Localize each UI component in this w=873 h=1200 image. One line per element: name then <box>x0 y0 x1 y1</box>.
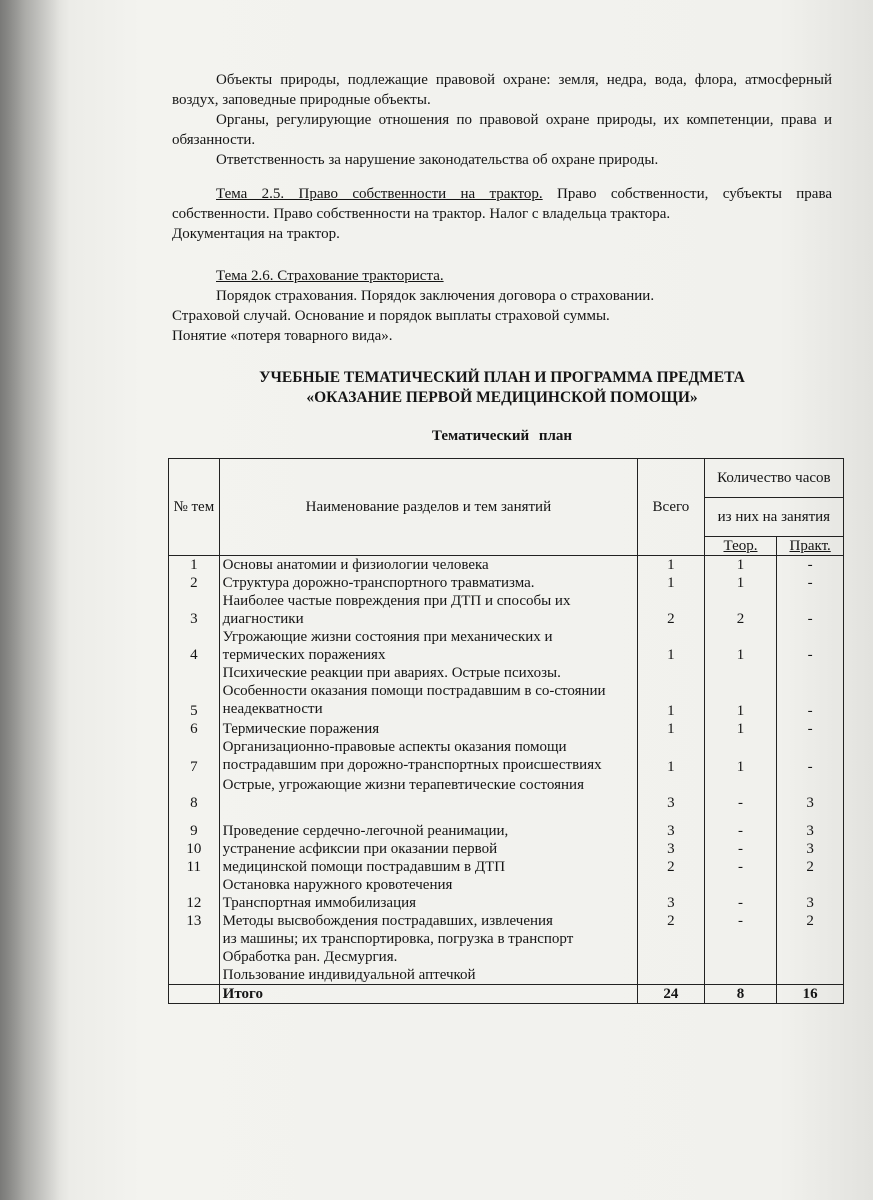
row-name: Организационно-правовые аспекты оказания помощи пострадавшим при дорожно-транспортных происшествиях <box>219 738 637 776</box>
row-theory: 1 <box>704 574 777 592</box>
table-row <box>169 738 844 776</box>
row-name: Методы высвобождения пострадавших, извлечения <box>219 912 637 930</box>
row-num <box>169 876 220 894</box>
row-practice: - <box>777 738 844 776</box>
row-num: 8 <box>169 776 220 812</box>
row-total <box>638 948 705 966</box>
header-practice: Практ. <box>777 537 844 556</box>
row-practice: 3 <box>777 776 844 812</box>
total-all: 24 <box>638 985 705 1004</box>
row-name: Транспортная иммобилизация <box>219 894 637 912</box>
total-label: Итого <box>219 985 637 1004</box>
row-name: Психические реакции при авариях. Острые психозы. Особенности оказания помощи пострадавшим в со-стоянии неадекватности <box>219 664 637 720</box>
row-name: Угрожающие жизни состояния при механических и термических поражениях <box>219 628 637 664</box>
row-num <box>169 948 220 966</box>
row-num: 9 <box>169 812 220 840</box>
table-row <box>169 930 844 948</box>
row-practice: 3 <box>777 894 844 912</box>
row-num: 4 <box>169 628 220 664</box>
row-theory: - <box>704 776 777 812</box>
row-name: Наиболее частые повреждения при ДТП и способы их диагностики <box>219 592 637 628</box>
row-num: 13 <box>169 912 220 930</box>
row-theory <box>704 966 777 985</box>
row-total: 1 <box>638 628 705 664</box>
row-practice <box>777 930 844 948</box>
row-theory <box>704 930 777 948</box>
total-practice: 16 <box>777 985 844 1004</box>
header-of-them: из них на занятия <box>704 498 843 537</box>
row-total: 3 <box>638 776 705 812</box>
row-name: Термические поражения <box>219 720 637 738</box>
table-row <box>169 556 844 575</box>
row-name: Структура дорожно-транспортного травматизма. <box>219 574 637 592</box>
row-theory: - <box>704 812 777 840</box>
row-name: Обработка ран. Десмургия. <box>219 948 637 966</box>
row-num <box>169 966 220 985</box>
row-name: Острые, угрожающие жизни терапевтические состояния <box>219 776 637 812</box>
row-name: из машины; их транспортировка, погрузка в транспорт <box>219 930 637 948</box>
row-total <box>638 876 705 894</box>
header-name: Наименование разделов и тем занятий <box>219 459 637 556</box>
row-name: устранение асфиксии при оказании первой <box>219 840 637 858</box>
row-num <box>169 930 220 948</box>
row-practice <box>777 948 844 966</box>
row-num: 11 <box>169 858 220 876</box>
row-num: 5 <box>169 664 220 720</box>
header-num: № тем <box>169 459 220 556</box>
row-name: Проведение сердечно-легочной реанимации, <box>219 812 637 840</box>
topic-2-6-line2: Страховой случай. Основание и порядок выплаты страховой суммы. <box>172 308 610 324</box>
plan-title: Тематический план <box>431 428 573 444</box>
document-body <box>172 70 832 1004</box>
row-practice: - <box>777 720 844 738</box>
header-hours: Количество часов <box>704 459 843 498</box>
table-body <box>169 556 844 985</box>
table-row <box>169 574 844 592</box>
row-practice: - <box>777 574 844 592</box>
paragraph-responsibility: Ответственность за нарушение законодательства об охране природы. <box>216 152 659 168</box>
table-row <box>169 858 844 876</box>
table-row <box>169 776 844 812</box>
row-total <box>638 966 705 985</box>
row-practice: - <box>777 628 844 664</box>
row-total: 1 <box>638 556 705 575</box>
row-total: 3 <box>638 894 705 912</box>
row-theory: - <box>704 840 777 858</box>
table-row <box>169 876 844 894</box>
table-row <box>169 720 844 738</box>
row-total <box>638 930 705 948</box>
row-theory: - <box>704 858 777 876</box>
row-practice <box>777 966 844 985</box>
row-num: 12 <box>169 894 220 912</box>
topic-2-5 <box>172 184 832 224</box>
row-theory: 1 <box>704 720 777 738</box>
row-total: 2 <box>638 858 705 876</box>
row-name: Пользование индивидуальной аптечкой <box>219 966 637 985</box>
table-row <box>169 812 844 840</box>
row-num: 3 <box>169 592 220 628</box>
total-num <box>169 985 220 1004</box>
row-total: 2 <box>638 912 705 930</box>
row-theory: 1 <box>704 556 777 575</box>
table-row <box>169 912 844 930</box>
row-total: 1 <box>638 574 705 592</box>
row-name: медицинской помощи пострадавшим в ДТП <box>219 858 637 876</box>
row-total: 2 <box>638 592 705 628</box>
thematic-plan-table <box>168 458 844 1004</box>
table-row <box>169 840 844 858</box>
row-practice: - <box>777 556 844 575</box>
row-theory: 1 <box>704 664 777 720</box>
row-name: Основы анатомии и физиологии человека <box>219 556 637 575</box>
table-row <box>169 628 844 664</box>
row-practice <box>777 876 844 894</box>
row-theory: - <box>704 912 777 930</box>
row-total: 3 <box>638 840 705 858</box>
row-theory <box>704 876 777 894</box>
row-practice: 2 <box>777 858 844 876</box>
row-total: 3 <box>638 812 705 840</box>
paragraph-objects: Объекты природы, подлежащие правовой охране: земля, недра, вода, флора, атмосферный воздух, заповедные природные объекты. <box>172 72 832 108</box>
row-num: 1 <box>169 556 220 575</box>
row-theory: 1 <box>704 738 777 776</box>
section-heading-line1: УЧЕБНЫЕ ТЕМАТИЧЕСКИЙ ПЛАН И ПРОГРАММА ПРЕДМЕТА <box>259 369 745 386</box>
table-row <box>169 664 844 720</box>
row-total: 1 <box>638 720 705 738</box>
table-row <box>169 894 844 912</box>
header-total: Всего <box>638 459 705 556</box>
row-theory: 2 <box>704 592 777 628</box>
topic-2-5-text2: Документация на трактор. <box>172 226 340 242</box>
row-theory: - <box>704 894 777 912</box>
row-num: 6 <box>169 720 220 738</box>
table-row <box>169 966 844 985</box>
row-practice: - <box>777 592 844 628</box>
header-theory: Теор. <box>704 537 777 556</box>
section-heading-line2: «ОКАЗАНИЕ ПЕРВОЙ МЕДИЦИНСКОЙ ПОМОЩИ» <box>306 389 698 406</box>
row-practice: - <box>777 664 844 720</box>
row-practice: 3 <box>777 840 844 858</box>
row-practice: 2 <box>777 912 844 930</box>
topic-2-5-text: Право собственности, субъекты права собственности. Право собственности на трактор. Налог с владельца трактора. <box>172 186 832 222</box>
row-num: 7 <box>169 738 220 776</box>
table-row <box>169 592 844 628</box>
row-total: 1 <box>638 738 705 776</box>
row-name: Остановка наружного кровотечения <box>219 876 637 894</box>
row-theory: 1 <box>704 628 777 664</box>
row-total: 1 <box>638 664 705 720</box>
topic-2-5-title: Тема 2.5. Право собственности на трактор. <box>216 186 543 202</box>
topic-2-6-line1: Порядок страхования. Порядок заключения договора о страховании. <box>216 288 655 304</box>
row-theory <box>704 948 777 966</box>
row-num: 2 <box>169 574 220 592</box>
page-shadow <box>0 0 60 1200</box>
total-theory: 8 <box>704 985 777 1004</box>
topic-2-6-title: Тема 2.6. Страхование тракториста. <box>216 268 444 284</box>
topic-2-6-line3: Понятие «потеря товарного вида». <box>172 328 393 344</box>
row-num: 10 <box>169 840 220 858</box>
row-practice: 3 <box>777 812 844 840</box>
paragraph-organs: Органы, регулирующие отношения по правовой охране природы, их компетенции, права и обязанности. <box>172 112 832 148</box>
table-row <box>169 948 844 966</box>
